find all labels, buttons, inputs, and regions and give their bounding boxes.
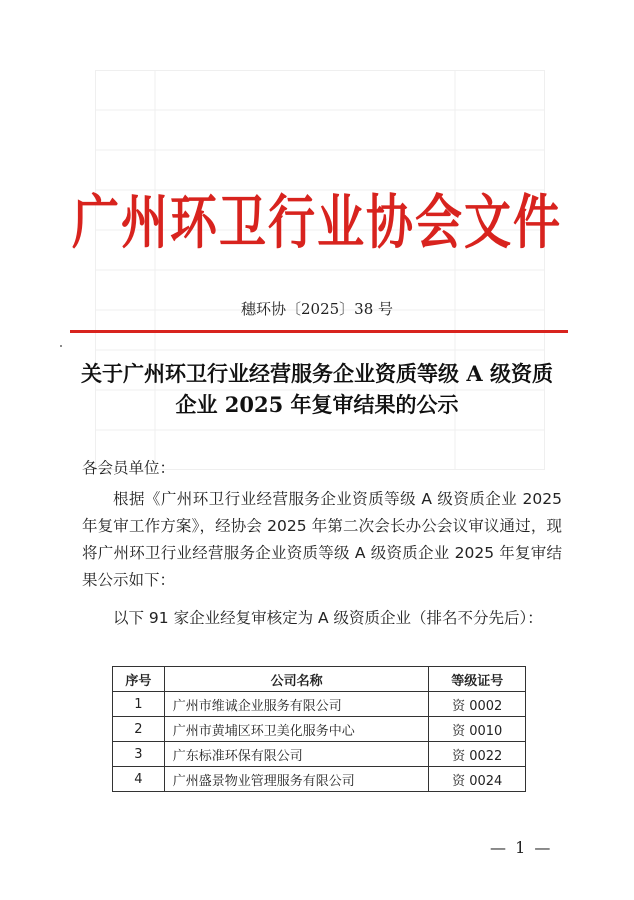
row-cert-number: 资 0022 xyxy=(429,742,526,767)
company-table xyxy=(112,666,526,792)
row-company-name: 广州盛景物业管理服务有限公司 xyxy=(164,767,429,792)
body-paragraph-2: 以下 91 家企业经复审核定为 A 级资质企业（排名不分先后）： xyxy=(113,609,543,627)
header-company-name: 公司名称 xyxy=(164,667,429,692)
body-paragraph-1: 根据《广州环卫行业经营服务企业资质等级 A 级资质企业 2025 年复审工作方案》，经协会 2025 年第二次会长办公会议审议通过，现将广州环卫行业经营服务企业资质等级 A 级资质企业 2025 年复审结果公示如下： xyxy=(82,490,562,589)
notice-title: 关于广州环卫行业经营服务企业资质等级 A 级资质企业 2025 年复审结果的公示 xyxy=(81,361,553,417)
table-row xyxy=(113,692,526,717)
header-serial: 序号 xyxy=(113,667,165,692)
document-number: 穗环协〔2025〕38 号 xyxy=(240,300,394,318)
table-header-row xyxy=(113,667,526,692)
salutation: 各会员单位： xyxy=(82,459,176,477)
page-number: — 1 — xyxy=(490,838,553,857)
row-company-name: 广州市黄埔区环卫美化服务中心 xyxy=(164,717,429,742)
table-row xyxy=(113,742,526,767)
row-cert-number: 资 0002 xyxy=(429,692,526,717)
org-masthead: 广州环卫行业协会文件 xyxy=(72,188,562,258)
row-serial: 4 xyxy=(113,767,165,792)
row-cert-number: 资 0010 xyxy=(429,717,526,742)
row-company-name: 广州市维诚企业服务有限公司 xyxy=(164,692,429,717)
red-divider-line xyxy=(70,330,568,333)
table-row xyxy=(113,717,526,742)
row-company-name: 广东标准环保有限公司 xyxy=(164,742,429,767)
row-serial: 3 xyxy=(113,742,165,767)
header-cert-number: 等级证号 xyxy=(429,667,526,692)
scan-dot xyxy=(60,345,62,347)
row-serial: 1 xyxy=(113,692,165,717)
table-row xyxy=(113,767,526,792)
row-cert-number: 资 0024 xyxy=(429,767,526,792)
row-serial: 2 xyxy=(113,717,165,742)
